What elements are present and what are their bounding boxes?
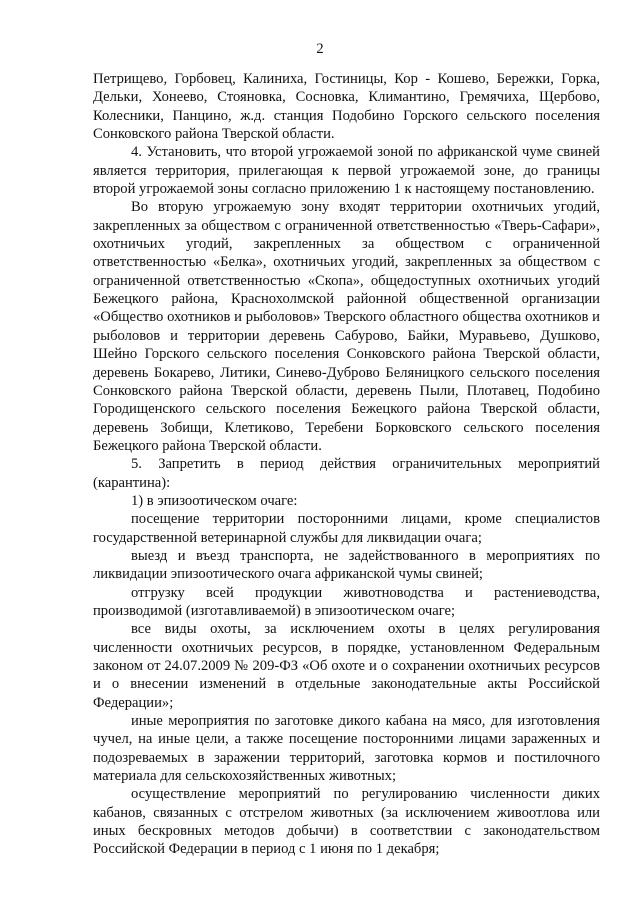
paragraph-item-4: 4. Установить, что второй угрожаемой зоной по африканской чуме свиней является территория, прилегающая к первой угрожаемой зоне, до границы второй угрожаемой зоны согласно приложению 1 к настоящему постановлению.	[93, 144, 600, 198]
paragraph-ban-visiting: посещение территории посторонними лицами, кроме специалистов государственной ветеринарной службы для ликвидации очага;	[93, 511, 600, 546]
paragraph-boar-population-control: осуществление мероприятий по регулированию численности диких кабанов, связанных с отстрелом животных (за исключением живоотлова или иных бескровных методов добычи) в соответствии с законодательством Российской Федерации в период с 1 июня по 1 декабря;	[93, 786, 600, 858]
paragraph-second-zone-territories: Во вторую угрожаемую зону входят территории охотничьих угодий, закрепленных за обществом с ограниченной ответственностью «Тверь-Сафари», охотничьих угодий, закрепленных за обществом с ограниченной ответственностью «Белка», охотничьих угодий, закрепленных за обществом с ограниченной ответственностью «Скопа», общедоступных охотничьих угодий Бежецкого района, Краснохолмской районной общественной организации «Общество охотников и рыболовов» Тверского областного общества охотников и рыболовов и территории деревень Сабурово, Байки, Муравьево, Душково, Шейно Горского сельского поселения Сонковского района Тверской области, деревень Бокарево, Литики, Синево-Дуброво Беляницкого сельского поселения Сонковского района Тверской области, деревень Пыли, Плотавец, Подобино Городищенского сельского поселения Бежецкого района Тверской области, деревень Зобищи, Клетиково, Теребени Борковского сельского поселения Бежецкого района Тверской области.	[93, 199, 600, 454]
page-number: 2	[316, 41, 324, 57]
paragraph-ban-transport: выезд и въезд транспорта, не задействованного в мероприятиях по ликвидации эпизоотического очага африканской чумы свиней;	[93, 547, 600, 583]
paragraph-ban-shipment: отгрузку всей продукции животноводства и растениеводства, производимой (изготавливаемой) в эпизоотическом очаге;	[93, 584, 600, 619]
paragraph-ban-hunting: все виды охоты, за исключением охоты в целях регулирования численности охотничьих ресурсов, в порядке, установленном Федеральным законом от 24.07.2009 № 209-ФЗ «Об охоте и о сохранении охотничьих ресурсов и о внесении изменений в отдельные законодательные акты Российской Федерации»;	[93, 621, 600, 711]
paragraph-subitem-1: 1) в эпизоотическом очаге:	[131, 492, 298, 509]
document-body	[93, 70, 600, 859]
paragraph-item-5: 5. Запретить в период действия ограничительных мероприятий (карантина):	[93, 456, 600, 491]
paragraph-settlements-continuation: Петрищево, Горбовец, Калиниха, Гостиницы, Кор - Кошево, Бережки, Горка, Дельки, Хонеево, Стояновка, Сосновка, Климантино, Гремячиха, Щербово, Колесники, Панцино, ж.д. станция Подобино Горского сельского поселения Сонковского района Тверской области.	[93, 71, 600, 143]
paragraph-ban-boar-harvesting: иные мероприятия по заготовке дикого кабана на мясо, для изготовления чучел, на иные цели, а также посещение посторонними лицами зараженных и подозреваемых в заражении территорий, заготовка кормов и постилочного материала для сельскохозяйственных животных;	[93, 713, 600, 785]
